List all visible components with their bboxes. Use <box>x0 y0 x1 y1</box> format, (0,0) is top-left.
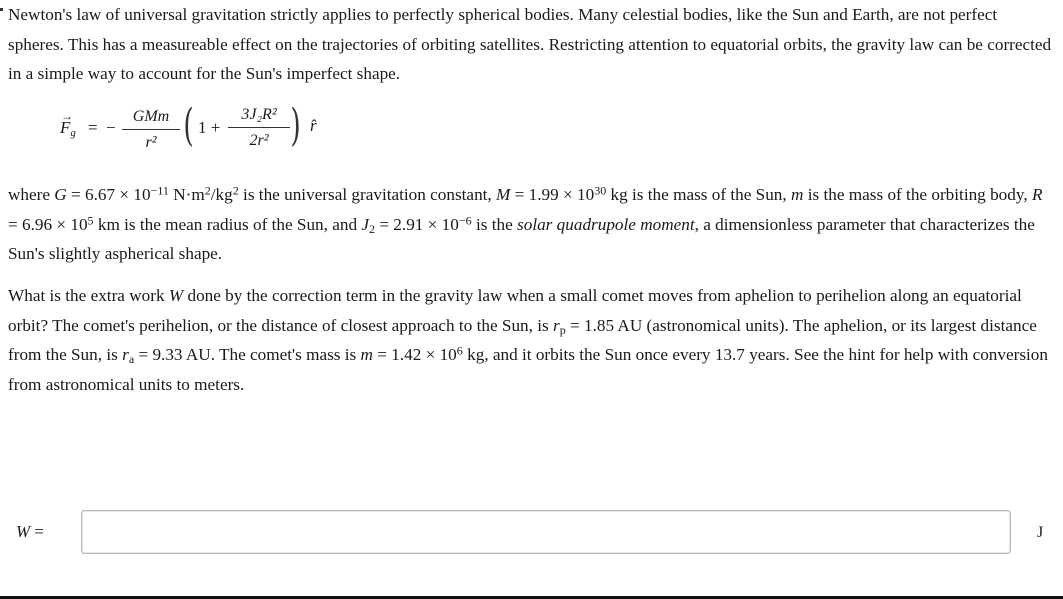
gravity-formula <box>58 100 358 164</box>
formula-equals: = <box>88 118 98 137</box>
fraction-j2: 3J₂R² 2r² <box>228 104 290 152</box>
one-plus: 1 + <box>198 118 221 137</box>
intro-paragraph: Newton's law of universal gravitation strictly applies to perfectly spherical bodies. Many celestial bodies, like the Sun and Earth, are not perfect spheres. This has a measureable effect on the trajectories of orbiting satellites. Restricting attention to equatorial orbits, the gravity law can be corrected in a simple way to account for the Sun's imperfect shape. <box>8 5 1052 83</box>
answer-label: W = <box>16 522 45 541</box>
unit-vector-r: r̂ <box>310 116 317 135</box>
answer-input[interactable] <box>81 510 1011 554</box>
answer-unit: J <box>1037 524 1044 541</box>
question-paragraph: What is the extra work W done by the correction term in the gravity law when a small comet moves from aphelion to perihelion along an equatorial orbit? The comet's perihelion, or the distance of closest approach to the Sun, is $r_p = 1.85$ AU (astronomical units). The aphelion, or its largest distance from the Sun, is $r_a = 9.33$ AU. The comet's mass is $m = 1.42 \times 10^6$ kg, and it orbits the Sun once every 13.7 years. See the hint for help with conversion from astronomical units to meters. <box>8 286 1048 394</box>
right-paren: ) <box>290 100 301 151</box>
definitions-paragraph: where $G = 6.67 \times 10^{-11}$ $N\cdot m^2/kg^2$ is the universal gravitation constant, $M = 1.99 \times 10^{30}$ kg is the mass of the Sun, m is the mass of the orbiting body, $R = 6.96 \times 10^5$ km is the mean radius of the Sun, and $J_2 = 2.91 \times 10^{-6}$ is the solar quadrupole moment, a dimensionless parameter that characterizes the Sun's slightly aspherical shape. <box>8 183 1043 263</box>
formula-minus: − <box>106 118 116 137</box>
force-symbol: → $F_g$ <box>60 109 76 139</box>
left-paren: ( <box>183 100 194 151</box>
fraction-gmm-r2: GMm r² <box>122 106 180 154</box>
left-edge-mark <box>0 8 3 11</box>
